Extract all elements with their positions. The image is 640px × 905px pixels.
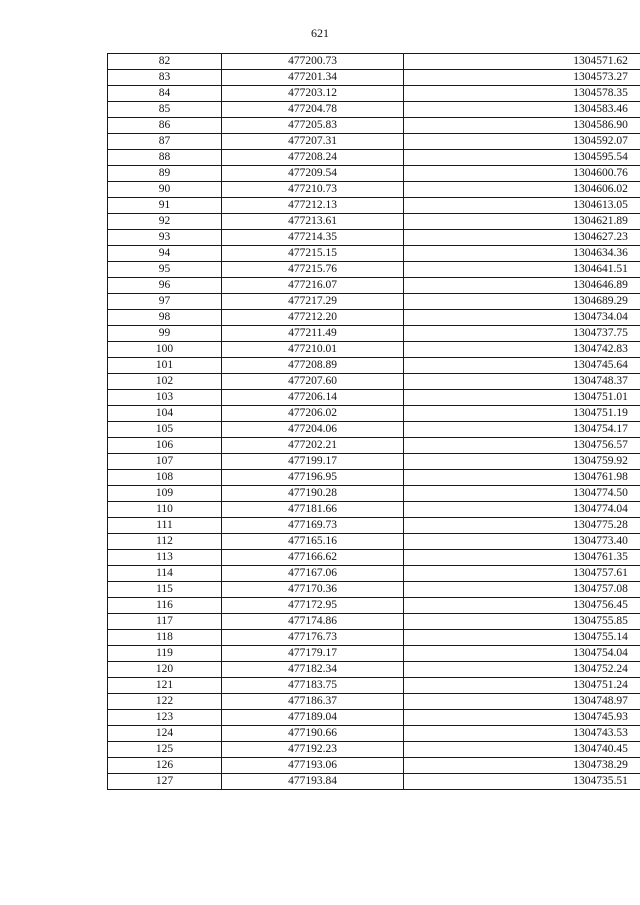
x-coordinate-cell: 477182.34 xyxy=(222,662,404,678)
y-coordinate-cell: 1304595.54 xyxy=(404,150,640,166)
y-coordinate-cell: 1304774.04 xyxy=(404,502,640,518)
table-row xyxy=(108,134,640,150)
y-coordinate-cell: 1304755.85 xyxy=(404,614,640,630)
x-coordinate-cell: 477210.73 xyxy=(222,182,404,198)
point-number-cell: 120 xyxy=(108,662,222,678)
table-row xyxy=(108,294,640,310)
point-number-cell: 99 xyxy=(108,326,222,342)
point-number-cell: 95 xyxy=(108,262,222,278)
table-row xyxy=(108,310,640,326)
x-coordinate-cell: 477193.06 xyxy=(222,758,404,774)
table-row xyxy=(108,406,640,422)
point-number-cell: 119 xyxy=(108,646,222,662)
table-row xyxy=(108,678,640,694)
x-coordinate-cell: 477172.95 xyxy=(222,598,404,614)
y-coordinate-cell: 1304774.50 xyxy=(404,486,640,502)
point-number-cell: 111 xyxy=(108,518,222,534)
x-coordinate-cell: 477203.12 xyxy=(222,86,404,102)
point-number-cell: 85 xyxy=(108,102,222,118)
x-coordinate-cell: 477215.76 xyxy=(222,262,404,278)
x-coordinate-cell: 477166.62 xyxy=(222,550,404,566)
y-coordinate-cell: 1304689.29 xyxy=(404,294,640,310)
table-row xyxy=(108,694,640,710)
x-coordinate-cell: 477186.37 xyxy=(222,694,404,710)
x-coordinate-cell: 477208.24 xyxy=(222,150,404,166)
point-number-cell: 100 xyxy=(108,342,222,358)
table-row xyxy=(108,182,640,198)
point-number-cell: 83 xyxy=(108,70,222,86)
point-number-cell: 101 xyxy=(108,358,222,374)
point-number-cell: 97 xyxy=(108,294,222,310)
y-coordinate-cell: 1304738.29 xyxy=(404,758,640,774)
table-row xyxy=(108,214,640,230)
point-number-cell: 89 xyxy=(108,166,222,182)
y-coordinate-cell: 1304748.37 xyxy=(404,374,640,390)
x-coordinate-cell: 477190.66 xyxy=(222,726,404,742)
y-coordinate-cell: 1304754.04 xyxy=(404,646,640,662)
table-row xyxy=(108,486,640,502)
x-coordinate-cell: 477201.34 xyxy=(222,70,404,86)
table-row xyxy=(108,166,640,182)
y-coordinate-cell: 1304600.76 xyxy=(404,166,640,182)
table-row xyxy=(108,326,640,342)
x-coordinate-cell: 477215.15 xyxy=(222,246,404,262)
y-coordinate-cell: 1304751.24 xyxy=(404,678,640,694)
x-coordinate-cell: 477200.73 xyxy=(222,54,404,70)
table-row xyxy=(108,726,640,742)
point-number-cell: 94 xyxy=(108,246,222,262)
x-coordinate-cell: 477193.84 xyxy=(222,774,404,790)
y-coordinate-cell: 1304740.45 xyxy=(404,742,640,758)
y-coordinate-cell: 1304755.14 xyxy=(404,630,640,646)
x-coordinate-cell: 477179.17 xyxy=(222,646,404,662)
table-row xyxy=(108,246,640,262)
point-number-cell: 98 xyxy=(108,310,222,326)
y-coordinate-cell: 1304745.93 xyxy=(404,710,640,726)
x-coordinate-cell: 477210.01 xyxy=(222,342,404,358)
point-number-cell: 92 xyxy=(108,214,222,230)
x-coordinate-cell: 477199.17 xyxy=(222,454,404,470)
y-coordinate-cell: 1304734.04 xyxy=(404,310,640,326)
table-row xyxy=(108,630,640,646)
y-coordinate-cell: 1304606.02 xyxy=(404,182,640,198)
y-coordinate-cell: 1304621.89 xyxy=(404,214,640,230)
y-coordinate-cell: 1304742.83 xyxy=(404,342,640,358)
y-coordinate-cell: 1304751.19 xyxy=(404,406,640,422)
table-row xyxy=(108,102,640,118)
x-coordinate-cell: 477212.20 xyxy=(222,310,404,326)
x-coordinate-cell: 477214.35 xyxy=(222,230,404,246)
y-coordinate-cell: 1304573.27 xyxy=(404,70,640,86)
x-coordinate-cell: 477183.75 xyxy=(222,678,404,694)
y-coordinate-cell: 1304773.40 xyxy=(404,534,640,550)
y-coordinate-cell: 1304613.05 xyxy=(404,198,640,214)
table-row xyxy=(108,646,640,662)
point-number-cell: 126 xyxy=(108,758,222,774)
point-number-cell: 112 xyxy=(108,534,222,550)
coordinates-table xyxy=(107,53,640,790)
table-row xyxy=(108,534,640,550)
table-row xyxy=(108,150,640,166)
x-coordinate-cell: 477169.73 xyxy=(222,518,404,534)
table-row xyxy=(108,710,640,726)
y-coordinate-cell: 1304752.24 xyxy=(404,662,640,678)
table-row xyxy=(108,342,640,358)
table-row xyxy=(108,422,640,438)
point-number-cell: 124 xyxy=(108,726,222,742)
point-number-cell: 116 xyxy=(108,598,222,614)
x-coordinate-cell: 477207.60 xyxy=(222,374,404,390)
y-coordinate-cell: 1304751.01 xyxy=(404,390,640,406)
y-coordinate-cell: 1304737.75 xyxy=(404,326,640,342)
table-row xyxy=(108,118,640,134)
table-row xyxy=(108,614,640,630)
x-coordinate-cell: 477167.06 xyxy=(222,566,404,582)
table-row xyxy=(108,390,640,406)
y-coordinate-cell: 1304756.45 xyxy=(404,598,640,614)
x-coordinate-cell: 477170.36 xyxy=(222,582,404,598)
x-coordinate-cell: 477217.29 xyxy=(222,294,404,310)
y-coordinate-cell: 1304641.51 xyxy=(404,262,640,278)
y-coordinate-cell: 1304592.07 xyxy=(404,134,640,150)
x-coordinate-cell: 477212.13 xyxy=(222,198,404,214)
y-coordinate-cell: 1304735.51 xyxy=(404,774,640,790)
point-number-cell: 96 xyxy=(108,278,222,294)
table-row xyxy=(108,374,640,390)
y-coordinate-cell: 1304759.92 xyxy=(404,454,640,470)
point-number-cell: 93 xyxy=(108,230,222,246)
x-coordinate-cell: 477174.86 xyxy=(222,614,404,630)
table-row xyxy=(108,358,640,374)
y-coordinate-cell: 1304743.53 xyxy=(404,726,640,742)
x-coordinate-cell: 477202.21 xyxy=(222,438,404,454)
point-number-cell: 88 xyxy=(108,150,222,166)
point-number-cell: 84 xyxy=(108,86,222,102)
x-coordinate-cell: 477181.66 xyxy=(222,502,404,518)
y-coordinate-cell: 1304754.17 xyxy=(404,422,640,438)
y-coordinate-cell: 1304571.62 xyxy=(404,54,640,70)
table-row xyxy=(108,230,640,246)
y-coordinate-cell: 1304646.89 xyxy=(404,278,640,294)
point-number-cell: 87 xyxy=(108,134,222,150)
y-coordinate-cell: 1304578.35 xyxy=(404,86,640,102)
point-number-cell: 104 xyxy=(108,406,222,422)
table-row xyxy=(108,518,640,534)
table-row xyxy=(108,278,640,294)
x-coordinate-cell: 477216.07 xyxy=(222,278,404,294)
x-coordinate-cell: 477205.83 xyxy=(222,118,404,134)
point-number-cell: 107 xyxy=(108,454,222,470)
table-row xyxy=(108,598,640,614)
table-row xyxy=(108,438,640,454)
y-coordinate-cell: 1304748.97 xyxy=(404,694,640,710)
y-coordinate-cell: 1304586.90 xyxy=(404,118,640,134)
x-coordinate-cell: 477209.54 xyxy=(222,166,404,182)
point-number-cell: 125 xyxy=(108,742,222,758)
x-coordinate-cell: 477206.02 xyxy=(222,406,404,422)
point-number-cell: 102 xyxy=(108,374,222,390)
table-row xyxy=(108,502,640,518)
y-coordinate-cell: 1304627.23 xyxy=(404,230,640,246)
page-number: 621 xyxy=(311,26,329,40)
table-row xyxy=(108,758,640,774)
point-number-cell: 115 xyxy=(108,582,222,598)
table-row xyxy=(108,454,640,470)
point-number-cell: 123 xyxy=(108,710,222,726)
table-row xyxy=(108,262,640,278)
x-coordinate-cell: 477189.04 xyxy=(222,710,404,726)
point-number-cell: 82 xyxy=(108,54,222,70)
table-row xyxy=(108,550,640,566)
x-coordinate-cell: 477213.61 xyxy=(222,214,404,230)
point-number-cell: 109 xyxy=(108,486,222,502)
x-coordinate-cell: 477176.73 xyxy=(222,630,404,646)
table-row xyxy=(108,662,640,678)
table-row xyxy=(108,566,640,582)
point-number-cell: 103 xyxy=(108,390,222,406)
table-row xyxy=(108,742,640,758)
y-coordinate-cell: 1304761.98 xyxy=(404,470,640,486)
point-number-cell: 127 xyxy=(108,774,222,790)
y-coordinate-cell: 1304761.35 xyxy=(404,550,640,566)
point-number-cell: 121 xyxy=(108,678,222,694)
point-number-cell: 106 xyxy=(108,438,222,454)
point-number-cell: 114 xyxy=(108,566,222,582)
x-coordinate-cell: 477204.78 xyxy=(222,102,404,118)
x-coordinate-cell: 477190.28 xyxy=(222,486,404,502)
table-row xyxy=(108,198,640,214)
x-coordinate-cell: 477192.23 xyxy=(222,742,404,758)
table-row xyxy=(108,470,640,486)
x-coordinate-cell: 477204.06 xyxy=(222,422,404,438)
point-number-cell: 108 xyxy=(108,470,222,486)
y-coordinate-cell: 1304757.08 xyxy=(404,582,640,598)
y-coordinate-cell: 1304634.36 xyxy=(404,246,640,262)
y-coordinate-cell: 1304756.57 xyxy=(404,438,640,454)
point-number-cell: 86 xyxy=(108,118,222,134)
y-coordinate-cell: 1304583.46 xyxy=(404,102,640,118)
table-row xyxy=(108,54,640,70)
x-coordinate-cell: 477211.49 xyxy=(222,326,404,342)
x-coordinate-cell: 477165.16 xyxy=(222,534,404,550)
table-row xyxy=(108,774,640,790)
table-row xyxy=(108,70,640,86)
point-number-cell: 90 xyxy=(108,182,222,198)
x-coordinate-cell: 477207.31 xyxy=(222,134,404,150)
y-coordinate-cell: 1304745.64 xyxy=(404,358,640,374)
y-coordinate-cell: 1304775.28 xyxy=(404,518,640,534)
point-number-cell: 117 xyxy=(108,614,222,630)
x-coordinate-cell: 477208.89 xyxy=(222,358,404,374)
coordinates-table-body xyxy=(108,54,640,790)
table-row xyxy=(108,86,640,102)
point-number-cell: 113 xyxy=(108,550,222,566)
point-number-cell: 122 xyxy=(108,694,222,710)
x-coordinate-cell: 477206.14 xyxy=(222,390,404,406)
point-number-cell: 91 xyxy=(108,198,222,214)
table-row xyxy=(108,582,640,598)
y-coordinate-cell: 1304757.61 xyxy=(404,566,640,582)
point-number-cell: 105 xyxy=(108,422,222,438)
point-number-cell: 118 xyxy=(108,630,222,646)
x-coordinate-cell: 477196.95 xyxy=(222,470,404,486)
point-number-cell: 110 xyxy=(108,502,222,518)
